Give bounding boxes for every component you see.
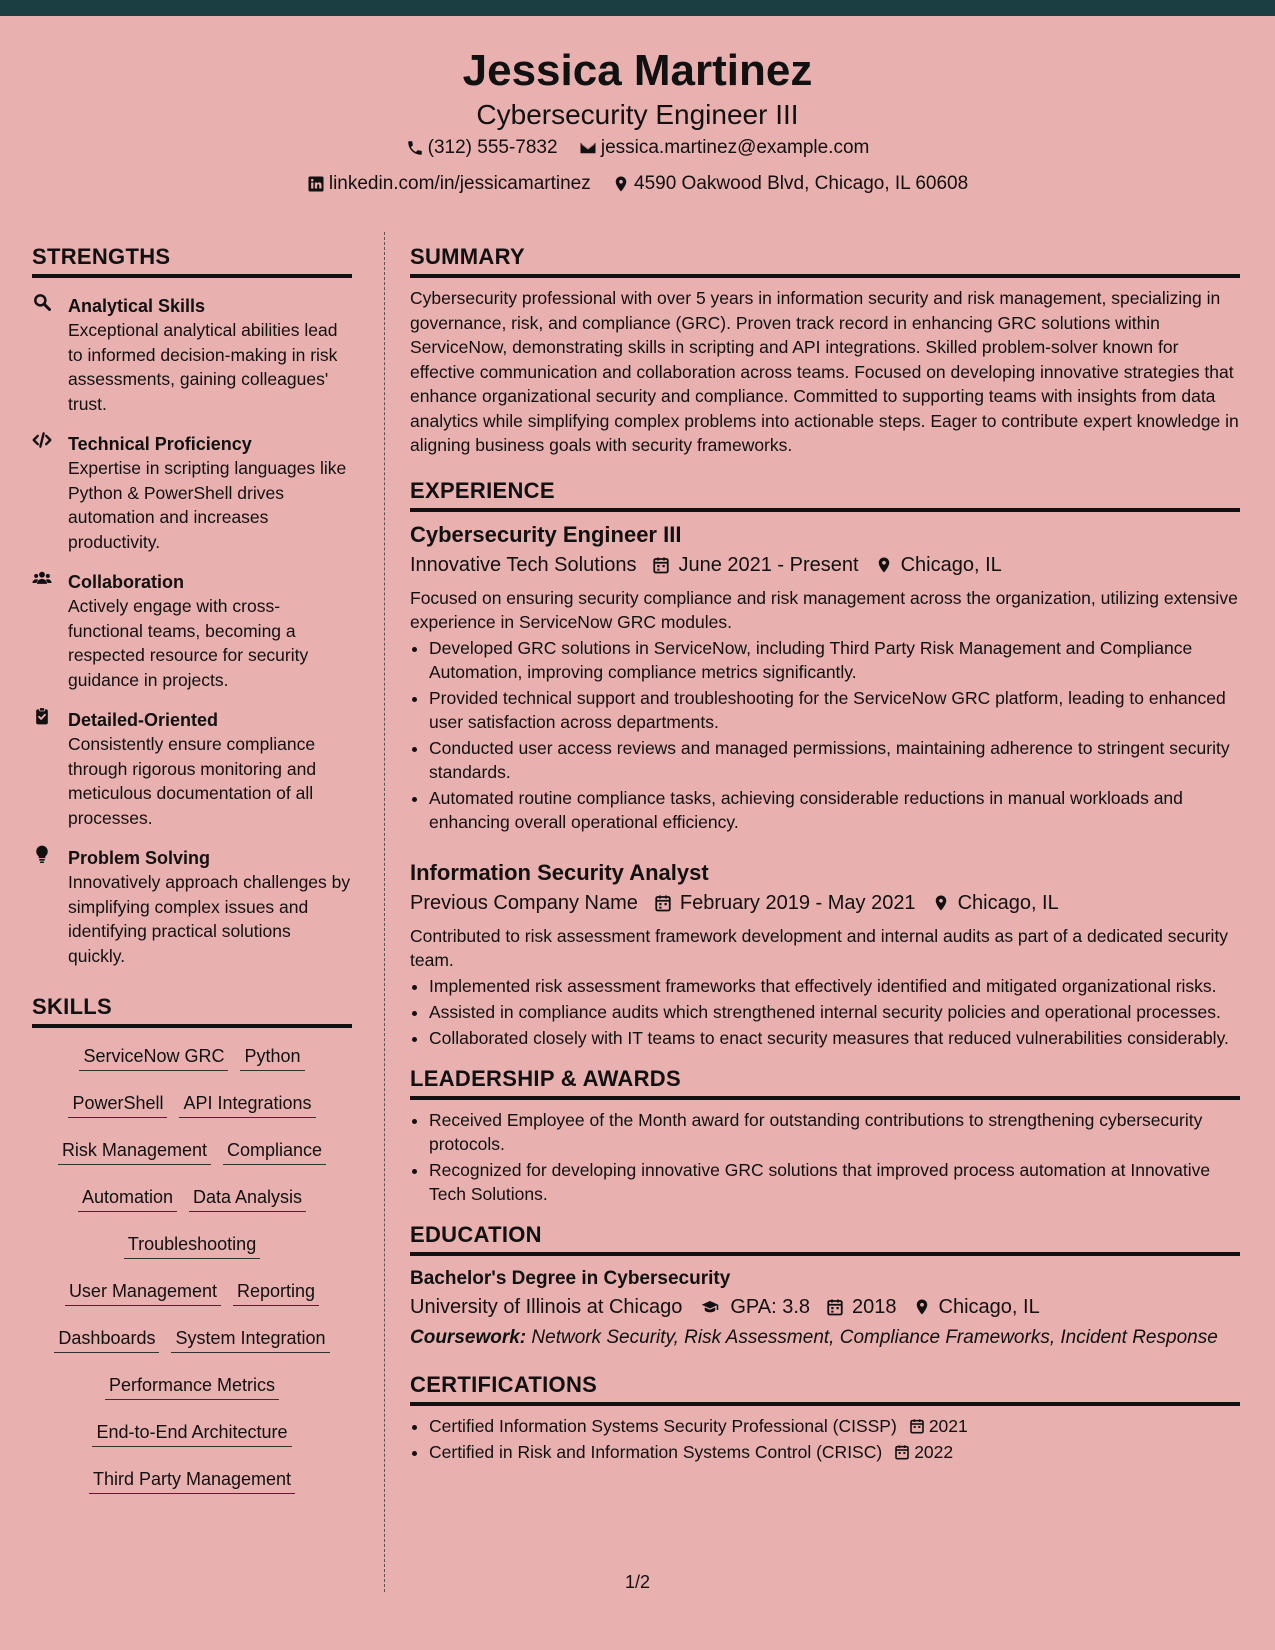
calendar-icon [826, 1298, 844, 1316]
skill-tag: Third Party Management [89, 1467, 295, 1494]
skill-tag: Performance Metrics [105, 1373, 279, 1400]
page-number: 1/2 [624, 1572, 651, 1592]
job-title: Information Security Analyst [410, 859, 709, 885]
strength-desc: Exceptional analytical abilities lead to informed decision-making in risk assessments, gaining colleagues' trust. [68, 320, 338, 414]
map-pin-icon [932, 894, 950, 912]
skill-tag: Compliance [223, 1138, 326, 1165]
coursework-label: Coursework: [410, 1326, 527, 1348]
address-text: 4590 Oakwood Blvd, Chicago, IL 60608 [634, 173, 969, 194]
job-company: Previous Company Name [410, 891, 638, 914]
job-company: Innovative Tech Solutions [410, 553, 637, 576]
contact-row-2 [0, 168, 1275, 204]
graduation-cap-icon [698, 1298, 722, 1316]
job-dates: February 2019 - May 2021 [679, 891, 916, 914]
linkedin-icon [307, 175, 325, 193]
skill-tag: Automation [78, 1185, 177, 1212]
job-bullet: • Conducted user access reviews and managed permissions, maintaining adherence to stringent security standards. [429, 736, 1240, 784]
summary-heading: SUMMARY [410, 244, 1240, 278]
strength-title: Collaboration [68, 572, 184, 592]
users-icon [32, 568, 52, 588]
strengths-heading: STRENGTHS [32, 244, 352, 278]
certification-year: 2021 [928, 1415, 968, 1436]
calendar-icon [894, 1444, 910, 1460]
education-meta [410, 1292, 1240, 1322]
job-bullets [410, 974, 1240, 1050]
job-dates: June 2021 - Present [678, 553, 859, 576]
skill-tag: API Integrations [179, 1091, 315, 1118]
contact-row-1 [0, 132, 1275, 168]
skill-tag: Dashboards [54, 1326, 159, 1353]
candidate-title: Cybersecurity Engineer III [476, 99, 799, 130]
graduation-year: 2018 [852, 1295, 897, 1318]
email-text[interactable]: jessica.martinez@example.com [600, 137, 870, 158]
strength-title: Technical Proficiency [68, 434, 252, 454]
award-bullet: • Recognized for developing innovative GRC solutions that improved process automation at Innovative Tech Solutions. [429, 1158, 1240, 1206]
skills-list [32, 1044, 352, 1514]
certification-name: • Certified Information Systems Security Professional (CISSP) [429, 1415, 897, 1436]
job-location: Chicago, IL [900, 553, 1002, 576]
phone-text: (312) 555-7832 [427, 137, 558, 158]
skill-tag: Data Analysis [189, 1185, 306, 1212]
skill-tag: User Management [65, 1279, 221, 1306]
top-bar [0, 0, 1275, 16]
linkedin-text[interactable]: linkedin.com/in/jessicamartinez [328, 173, 591, 194]
school-location: Chicago, IL [938, 1295, 1040, 1318]
certification-item [429, 1414, 1240, 1438]
strength-title: Analytical Skills [68, 296, 206, 316]
strength-title: Problem Solving [68, 848, 211, 868]
job-title: Cybersecurity Engineer III [410, 521, 682, 547]
clipboard-check-icon [32, 706, 52, 726]
certifications-list [410, 1414, 1240, 1464]
map-pin-icon [612, 175, 630, 193]
job-location: Chicago, IL [957, 891, 1059, 914]
certification-year: 2022 [914, 1441, 954, 1462]
skill-tag: Python [240, 1044, 304, 1071]
skill-tag: Risk Management [58, 1138, 211, 1165]
strength-desc: Innovatively approach challenges by simplifying complex issues and identifying practical solutions quickly. [68, 872, 351, 966]
map-pin-icon [913, 1298, 931, 1316]
map-pin-icon [875, 556, 893, 574]
job-bullet: • Implemented risk assessment frameworks that effectively identified and mitigated organizational risks. [429, 974, 1240, 998]
lightbulb-icon [32, 844, 52, 864]
skill-tag: System Integration [171, 1326, 329, 1353]
job-bullet: • Collaborated closely with IT teams to enact security measures that reduced vulnerabilities considerably. [429, 1026, 1240, 1050]
job-meta [410, 888, 1240, 918]
award-bullet: • Received Employee of the Month award for outstanding contributions to strengthening cybersecurity protocols. [429, 1108, 1240, 1156]
job-description: Contributed to risk assessment framework development and internal audits as part of a dedicated security team. [410, 925, 1229, 970]
calendar-icon [654, 894, 672, 912]
phone-item [406, 132, 558, 164]
job-description: Focused on ensuring security compliance and risk management across the organization, utilizing extensive experience in ServiceNow GRC modules. [410, 587, 1238, 632]
address-item [612, 168, 968, 200]
strength-desc: Expertise in scripting languages like Python & PowerShell drives automation and increases productivity. [68, 458, 347, 552]
summary-text: Cybersecurity professional with over 5 years in information security and risk management, specializing in governance, risk, and compliance (GRC). Proven track record in enhancing GRC solutions within ServiceNow, demonstrating skills in scripting and API integrations. Skilled problem-solver known for effective communication and collaboration across teams. Focused on developing innovative strategies that enhance organizational security and compliance. Committed to supporting teams with insights from data analytics while simplifying complex problems into actionable steps. Eager to contribute expert knowledge in aligning business goals with security frameworks. [410, 288, 1239, 455]
school-name: University of Illinois at Chicago [410, 1295, 683, 1318]
left-column [32, 244, 352, 1514]
strength-desc: Consistently ensure compliance through rigorous monitoring and meticulous documentation of all processes. [68, 734, 317, 828]
leadership-heading: LEADERSHIP & AWARDS [410, 1066, 1240, 1100]
skill-tag: ServiceNow GRC [79, 1044, 228, 1071]
column-divider [384, 232, 385, 1592]
envelope-icon [579, 139, 597, 157]
job-meta [410, 550, 1240, 580]
skill-tag: Reporting [233, 1279, 319, 1306]
strength-item [32, 704, 352, 830]
strength-item [32, 290, 352, 416]
job-bullet: • Provided technical support and troubleshooting for the ServiceNow GRC platform, leading to enhanced user satisfaction across departments. [429, 686, 1240, 734]
candidate-name: Jessica Martinez [462, 46, 813, 95]
resume-header [0, 16, 1275, 194]
certification-name: • Certified in Risk and Information Systems Control (CRISC) [429, 1441, 883, 1462]
phone-icon [406, 139, 424, 157]
skill-tag: Troubleshooting [124, 1232, 260, 1259]
strength-item [32, 842, 352, 968]
leadership-bullets [410, 1108, 1240, 1206]
gpa-text: GPA: 3.8 [730, 1295, 811, 1318]
certifications-heading: CERTIFICATIONS [410, 1372, 1240, 1406]
job-bullet: • Automated routine compliance tasks, achieving considerable reductions in manual workloads and enhancing overall operational efficiency. [429, 786, 1240, 834]
job-entry [410, 858, 1240, 1050]
email-item[interactable] [579, 132, 870, 164]
degree-title: Bachelor's Degree in Cybersecurity [410, 1267, 731, 1289]
strength-item [32, 566, 352, 692]
strength-item [32, 428, 352, 554]
code-icon [32, 430, 52, 450]
job-entry [410, 520, 1240, 834]
job-bullet: • Assisted in compliance audits which strengthened internal security policies and operational processes. [429, 1000, 1240, 1024]
calendar-icon [909, 1418, 925, 1434]
coursework-list: Network Security, Risk Assessment, Compliance Frameworks, Incident Response [531, 1326, 1218, 1348]
education-heading: EDUCATION [410, 1222, 1240, 1256]
search-icon [32, 292, 52, 312]
skill-tag: PowerShell [68, 1091, 167, 1118]
linkedin-item[interactable] [307, 168, 591, 200]
calendar-icon [652, 556, 670, 574]
right-column [410, 244, 1240, 1466]
job-bullet: • Developed GRC solutions in ServiceNow, including Third Party Risk Management and Compliance Automation, improving compliance metrics significantly. [429, 636, 1240, 684]
skill-tag: End-to-End Architecture [92, 1420, 291, 1447]
strength-desc: Actively engage with cross-functional teams, becoming a respected resource for security guidance in projects. [68, 596, 309, 690]
experience-heading: EXPERIENCE [410, 478, 1240, 512]
strength-title: Detailed-Oriented [68, 710, 219, 730]
job-bullets [410, 636, 1240, 834]
certification-item [429, 1440, 1240, 1464]
coursework [410, 1326, 1240, 1350]
skills-heading: SKILLS [32, 994, 352, 1028]
